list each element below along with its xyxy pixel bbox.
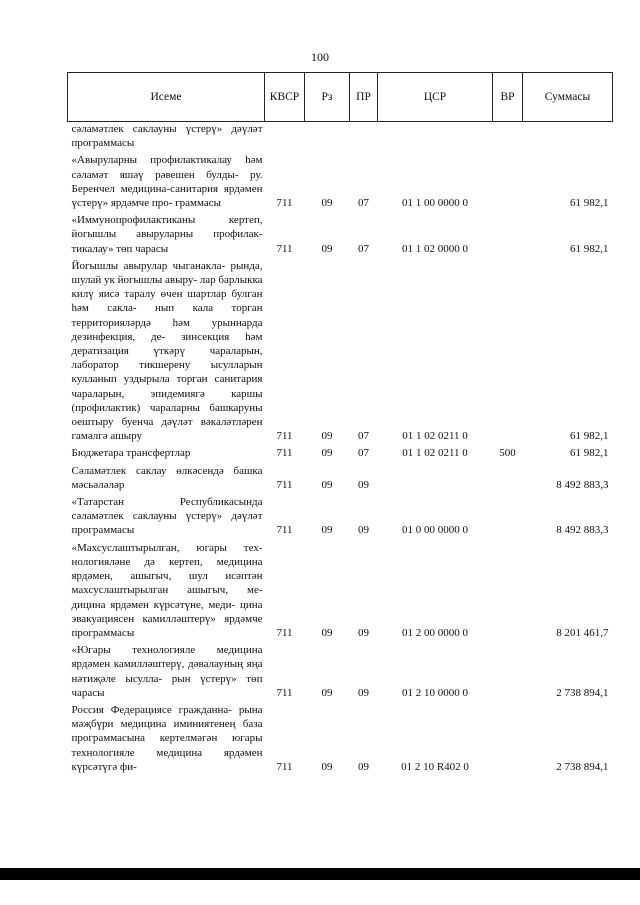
row-sum: 61 982,1 <box>570 430 609 443</box>
row-name: Йогышлы авырулар чыганакла- рында, шулай ук йогышлы авыру- лар барлыкка килү яисә таралу өчен шартлар булган һәм сакла- нып кала торган территорияләрдә һәм урыннарда дезинфекция, де- зинсекция һәм дератизация үткәрү чараларын, лаборатор тикшерену ысулларын кулланып уздырыла торган санитария чараларын, эпидемиягә каршы (профилактик) чараларны башкаруны оештыру буенча дәүләт вәкаләтләрен гамәлгә ашыру <box>71 259 263 443</box>
row-sum: 61 982,1 <box>570 242 609 255</box>
table-row <box>68 640 613 700</box>
row-pr: 09 <box>358 626 369 639</box>
row-csr: 01 2 10 0000 0 <box>402 686 468 699</box>
row-sum: 8 492 883,3 <box>556 478 609 491</box>
row-kvsr <box>265 122 305 151</box>
col-header-rz: Рз <box>305 73 350 122</box>
row-name: Сәламәтлек саклау өлкәсендә башка мәсьәләләр <box>71 464 263 491</box>
row-kvsr: 711 <box>276 197 293 210</box>
budget-table <box>67 72 613 774</box>
row-name: «Иммунопрофилактиканы кертеп, йогышлы авыруларны профилак- тикалау» төп чарасы <box>71 214 263 255</box>
row-sum: 2 738 894,1 <box>556 760 609 773</box>
row-name: Россия Федерациясе гражданна- рына мәҗбүри медицина иминиятенең база программасына кертелмәгән югары технологияле медицина ярдәмен күрсәтүгә фи- <box>71 703 263 773</box>
row-pr: 07 <box>358 197 369 210</box>
row-pr: 07 <box>358 242 369 255</box>
row-pr: 07 <box>358 430 369 443</box>
row-name: «Югары технологияле медицина ярдәмен камилләштерү, дәвалауның яңа нәтиҗәле ысулла- рын үстерү» төп чарасы <box>71 644 263 699</box>
row-kvsr: 711 <box>276 478 293 491</box>
row-rz <box>305 122 350 151</box>
row-vr <box>493 256 523 444</box>
row-pr <box>350 122 378 151</box>
row-name: «Авыруларны профилактикалау һәм сәламәт яшәү рәвешен булды- ру. Беренчел медицина-санитария ярдәмен үстерү» ярдәмче про- граммасы <box>71 154 263 210</box>
row-name: Бюджетара трансфертлар <box>71 447 191 460</box>
table-row <box>68 122 613 151</box>
row-rz: 09 <box>321 242 333 255</box>
table-row <box>68 443 613 460</box>
row-kvsr: 711 <box>276 626 293 639</box>
row-pr: 09 <box>358 524 369 537</box>
row-vr: 500 <box>499 447 516 460</box>
row-csr: 01 1 02 0000 0 <box>402 242 468 255</box>
row-sum <box>523 122 613 151</box>
table-row <box>68 210 613 256</box>
row-kvsr: 711 <box>276 686 293 699</box>
row-rz: 09 <box>321 197 333 210</box>
row-vr <box>493 210 523 256</box>
row-csr: 01 1 00 0000 0 <box>402 197 468 210</box>
col-header-name: Исеме <box>68 73 265 122</box>
table-row <box>68 461 613 492</box>
page-number: 100 <box>311 50 329 64</box>
col-header-csr: ЦСР <box>378 73 493 122</box>
col-header-kvsr: КВСР <box>265 73 305 122</box>
table-row <box>68 538 613 640</box>
table-row <box>68 150 613 210</box>
row-rz: 09 <box>321 430 333 443</box>
row-rz: 09 <box>321 760 333 773</box>
row-csr: 01 2 00 0000 0 <box>402 626 468 639</box>
row-csr: 01 2 10 R402 0 <box>401 760 469 773</box>
table-row <box>68 492 613 538</box>
col-header-pr: ПР <box>350 73 378 122</box>
row-kvsr: 711 <box>276 430 293 443</box>
table-header-row <box>68 73 613 122</box>
row-sum: 61 982,1 <box>570 197 609 210</box>
row-pr: 09 <box>358 686 369 699</box>
row-vr <box>493 640 523 700</box>
binder-edge <box>0 868 640 880</box>
row-pr: 07 <box>358 447 369 460</box>
row-sum: 2 738 894,1 <box>556 686 609 699</box>
row-sum: 8 201 461,7 <box>556 626 609 639</box>
row-rz: 09 <box>321 447 333 460</box>
row-csr: 01 1 02 0211 0 <box>402 447 468 460</box>
row-kvsr: 711 <box>276 760 293 773</box>
row-pr: 09 <box>358 760 369 773</box>
row-rz: 09 <box>321 626 333 639</box>
row-kvsr: 711 <box>276 242 293 255</box>
row-csr: 01 1 02 0211 0 <box>402 430 468 443</box>
row-vr <box>493 700 523 774</box>
col-header-sum: Суммасы <box>523 73 613 122</box>
row-kvsr: 711 <box>276 524 293 537</box>
row-name: «Татарстан Республикасында сәламәтлек саклауны үстерү» дәүләт программасы <box>71 496 263 537</box>
row-vr <box>493 122 523 151</box>
row-vr <box>493 492 523 538</box>
row-kvsr: 711 <box>276 447 293 460</box>
row-name: сәламәтлек саклауны үстерү» дәүләт программасы <box>71 123 263 150</box>
row-sum: 61 982,1 <box>570 447 609 460</box>
row-vr <box>493 150 523 210</box>
row-rz: 09 <box>321 686 333 699</box>
col-header-vr: ВР <box>493 73 523 122</box>
row-vr <box>493 538 523 640</box>
row-rz: 09 <box>321 478 333 491</box>
row-rz: 09 <box>321 524 333 537</box>
row-pr: 09 <box>358 478 369 491</box>
table-row <box>68 700 613 774</box>
row-csr <box>378 122 493 151</box>
row-vr <box>493 461 523 492</box>
row-sum: 8 492 883,3 <box>556 524 609 537</box>
row-csr <box>378 461 493 492</box>
row-name: «Махсуслаштырылган, югары тех- нологияләне дә кертеп, медицина ярдәмен, ашыгыч, шул исәптән махсуслаштырылган ашыгыч, ме- дицина ярдәмен күрсәтүне, меди- цина эвакуациясен камилләштерү» ярдәмче программасы <box>71 541 263 639</box>
table-row <box>68 256 613 444</box>
row-csr: 01 0 00 0000 0 <box>402 524 468 537</box>
